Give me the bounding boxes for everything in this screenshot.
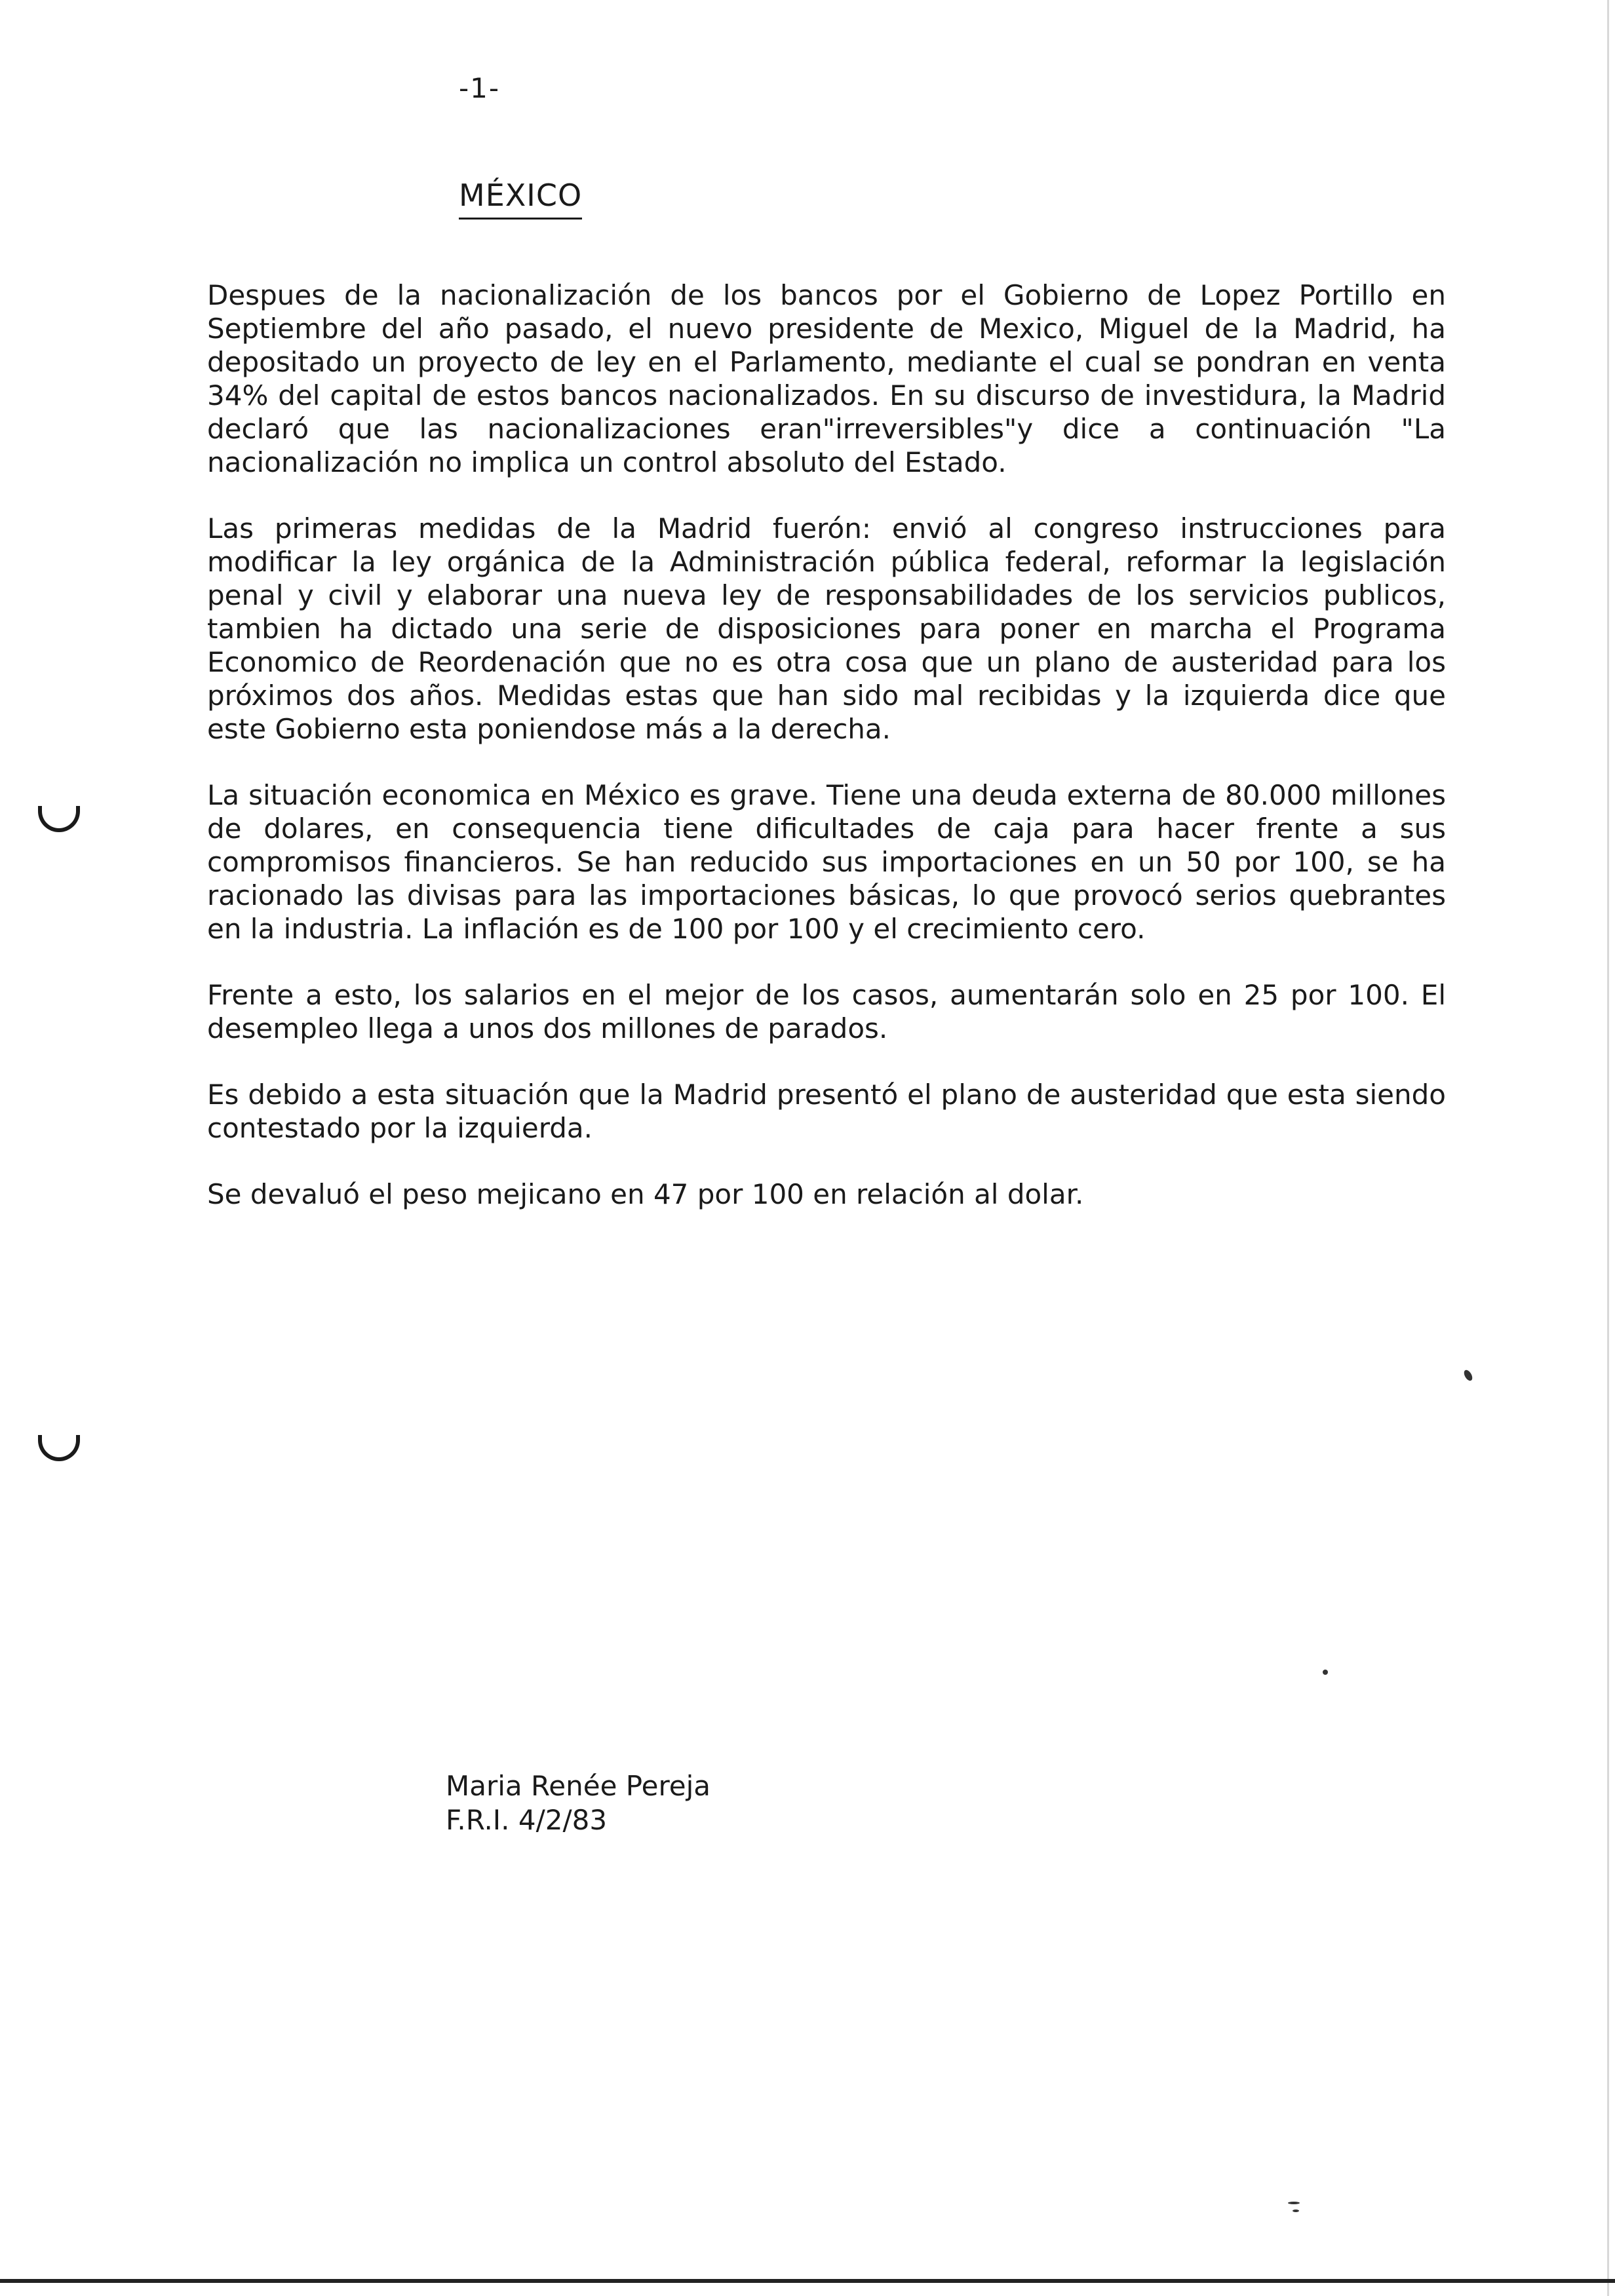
punch-hole-mark (38, 1435, 80, 1461)
document-reference: F.R.I. 4/2/83 (446, 1804, 608, 1836)
scan-speck (1462, 1369, 1474, 1383)
paragraph-4: Frente a esto, los salarios en el mejor de los casos, aumentarán solo en 25 por 100. El desempleo llega a unos dos millones de parados. (207, 979, 1446, 1044)
document-title: MÉXICO (459, 177, 582, 220)
scan-speck (1293, 2210, 1299, 2212)
scan-speck (1288, 2202, 1300, 2204)
paragraph-2: Las primeras medidas de la Madrid fuerón: envió al congreso instrucciones para modificar la ley orgánica de la Administración pública federal, reformar la legislación penal y civil y elaborar una nueva ley de responsabilidades de los servicios publicos, tambien ha dictado una serie de disposiciones para poner en marcha el Programa Economico de Reordenación que no es otra cosa que un plano de austeridad para los próximos dos años. Medidas estas que han sido mal recibidas y la izquierda dice que este Gobierno esta poniendose más a la derecha. (207, 512, 1446, 745)
bottom-edge-line (0, 2279, 1615, 2283)
page-edge (1607, 0, 1609, 2296)
paragraph-5: Es debido a esta situación que la Madrid presentó el plano de austeridad que esta siendo contestado por la izquierda. (207, 1079, 1446, 1144)
document-body (207, 278, 1446, 1211)
scan-speck (1323, 1670, 1328, 1675)
punch-hole-mark (38, 806, 80, 832)
paragraph-3: La situación economica en México es grave. Tiene una deuda externa de 80.000 millones de dolares, en consequencia tiene dificultades de caja para hacer frente a sus compromisos financieros. Se han reducido sus importaciones en un 50 por 100, se ha racionado las divisas para las importaciones básicas, lo que provocó serios quebrantes en la industria. La inflación es de 100 por 100 y el crecimiento cero. (207, 779, 1446, 945)
page-number: -1- (459, 72, 501, 104)
author-name: Maria Renée Pereja (446, 1770, 711, 1802)
paragraph-1: Despues de la nacionalización de los bancos por el Gobierno de Lopez Portillo en Septiembre del año pasado, el nuevo presidente de Mexico, Miguel de la Madrid, ha depositado un proyecto de ley en el Parlamento, mediante el cual se pondran en venta 34% del capital de estos bancos nacionalizados. En su discurso de investidura, la Madrid declaró que las nacionalizaciones eran"irreversibles"y dice a continuación "La nacionalización no implica un control absoluto del Estado. (207, 279, 1446, 478)
paragraph-6: Se devaluó el peso mejicano en 47 por 100 en relación al dolar. (207, 1178, 1084, 1210)
signature-block (446, 1769, 710, 1837)
